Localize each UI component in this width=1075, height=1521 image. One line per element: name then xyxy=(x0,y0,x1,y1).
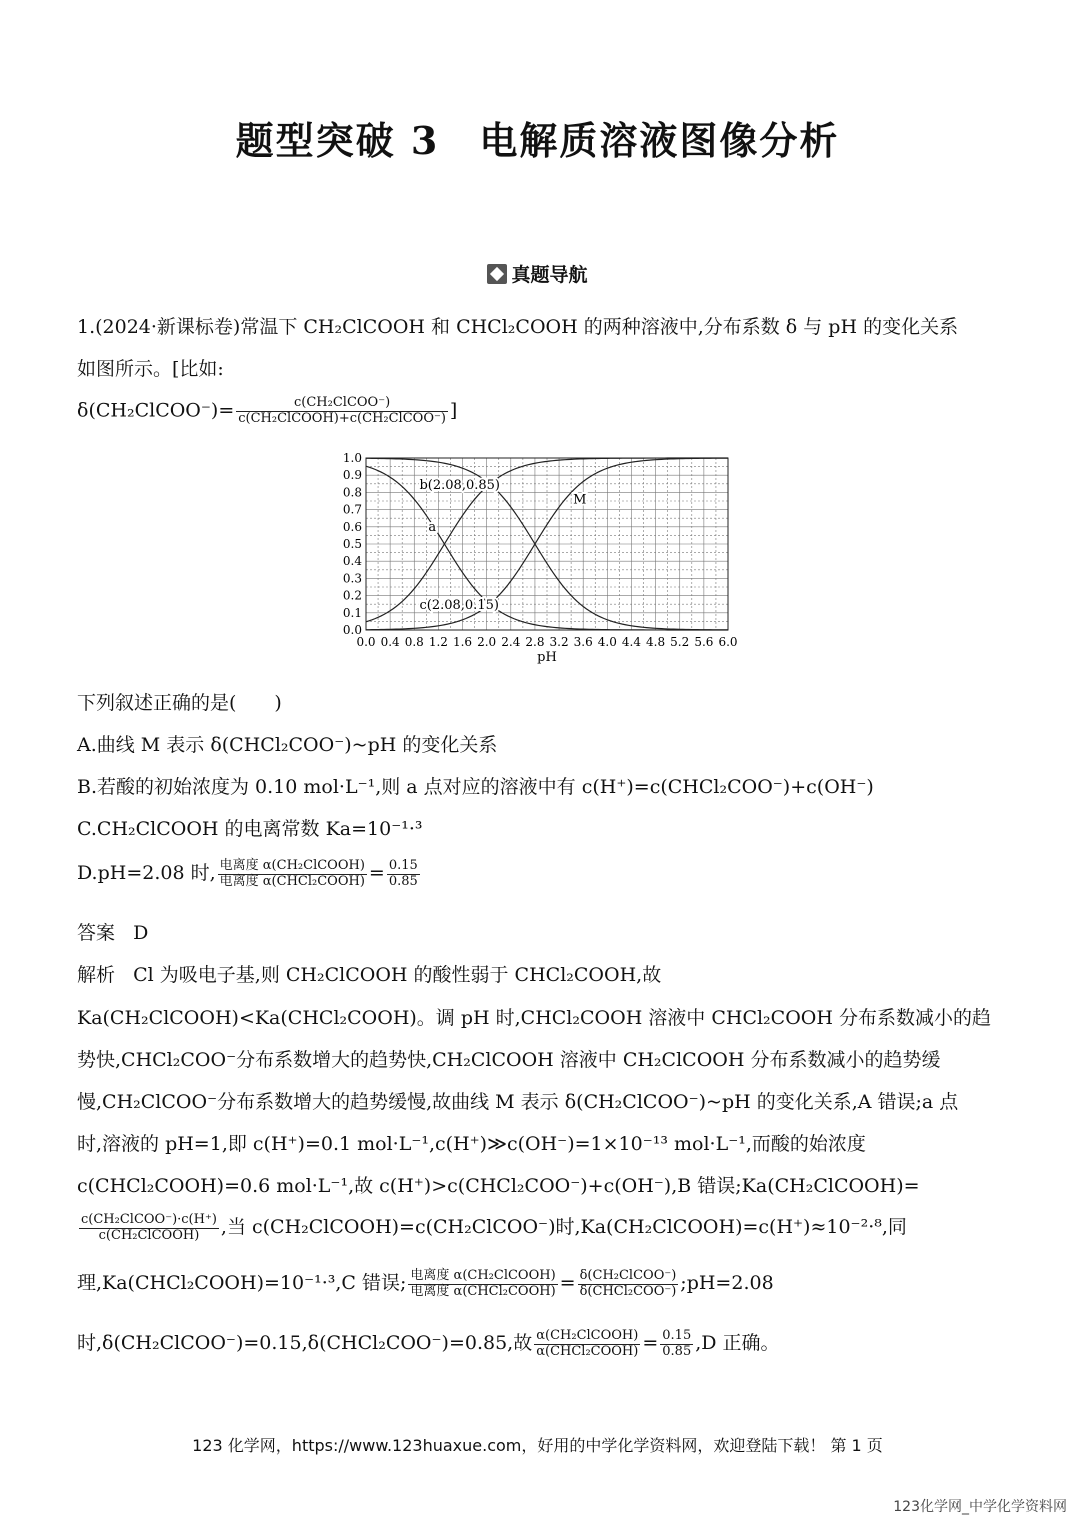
x-tick-label: 1.6 xyxy=(452,635,473,649)
section-heading xyxy=(0,260,1075,287)
y-tick-label: 0.3 xyxy=(342,571,362,586)
y-tick-label: 0.9 xyxy=(342,468,362,483)
option-c: C.CH₂ClCOOH 的电离常数 Ka=10⁻¹·³ xyxy=(77,818,423,840)
y-tick-label: 0.1 xyxy=(342,605,362,620)
analysis-line-7 xyxy=(77,1212,907,1243)
question-line-2: 如图所示。[比如: xyxy=(77,358,224,380)
fraction-denominator: 0.85 xyxy=(388,873,418,889)
analysis-line-3: 势快,CHCl₂COO⁻分布系数增大的趋势快,CH₂ClCOOH 溶液中 CH₂ClCOOH 分布系数减小的趋势缓 xyxy=(77,1049,941,1071)
fraction-denominator: 电离度 α(CHCl₂COOH) xyxy=(410,1283,556,1299)
fraction-numerator: α(CH₂ClCOOH) xyxy=(536,1327,639,1343)
analysis-line-1 xyxy=(77,960,661,987)
analysis-text: 理,Ka(CHCl₂COOH)=10⁻¹·³,C 错误; xyxy=(77,1272,407,1294)
y-tick-label: 0.6 xyxy=(342,519,362,534)
annotation-label: c(2.08,0.15) xyxy=(419,598,499,614)
x-tick-label: 4.8 xyxy=(646,635,666,649)
option-a: A.曲线 M 表示 δ(CHCl₂COO⁻)~pH 的变化关系 xyxy=(77,734,498,756)
delta-lhs: δ(CH₂ClCOO⁻)= xyxy=(77,399,235,422)
fraction-denominator: 电离度 α(CHCl₂COOH) xyxy=(219,873,365,889)
y-tick-label: 0.2 xyxy=(342,588,362,603)
fraction-numerator: 电离度 α(CH₂ClCOOH) xyxy=(219,857,365,873)
x-tick-label: 3.6 xyxy=(573,635,593,649)
delta-denominator: c(CH₂ClCOOH)+c(CH₂ClCOO⁻) xyxy=(238,410,446,426)
value-fraction xyxy=(660,1329,693,1360)
option-d-fraction-1 xyxy=(218,859,367,890)
fraction-denominator: 0.85 xyxy=(662,1343,692,1359)
fraction-numerator: 0.15 xyxy=(662,1327,692,1343)
y-tick-label: 0.5 xyxy=(342,537,362,551)
analysis-line-8 xyxy=(77,1268,774,1299)
analysis-line-9 xyxy=(77,1328,780,1359)
delta-close: ] xyxy=(449,399,458,422)
diamond-icon xyxy=(487,264,507,284)
answer-label: 答案 xyxy=(77,922,116,944)
analysis-text: Cl 为吸电子基,则 CH₂ClCOOH 的酸性弱于 CHCl₂COOH,故 xyxy=(133,964,662,986)
y-tick-label: 0.7 xyxy=(342,502,362,517)
option-b: B.若酸的初始浓度为 0.10 mol·L⁻¹,则 a 点对应的溶液中有 c(H⁺)=c(CHCl₂COO⁻)+c(OH⁻) xyxy=(77,776,874,798)
option-d xyxy=(77,858,422,889)
analysis-label: 解析 xyxy=(77,964,116,986)
delta-fraction xyxy=(236,396,448,427)
x-tick-label: 4.0 xyxy=(597,635,617,649)
alpha-fraction-1 xyxy=(408,1269,557,1300)
annotation-label: a xyxy=(428,519,437,535)
delta-definition xyxy=(77,396,457,427)
fraction-numerator: 0.15 xyxy=(388,857,418,873)
fraction-numerator: c(CH₂ClCOO⁻)·c(H⁺) xyxy=(81,1211,217,1227)
delta-ratio-fraction xyxy=(578,1269,679,1300)
question-prompt: 下列叙述正确的是( ) xyxy=(77,692,282,714)
option-d-prefix: D.pH=2.08 时, xyxy=(77,862,216,884)
delta-numerator: c(CH₂ClCOO⁻) xyxy=(236,396,448,412)
fraction-numerator: 电离度 α(CH₂ClCOOH) xyxy=(410,1267,556,1283)
x-tick-label: 0.0 xyxy=(356,635,376,649)
fraction-denominator: δ(CHCl₂COO⁻) xyxy=(579,1283,677,1299)
fraction-denominator: α(CHCl₂COOH) xyxy=(536,1343,639,1359)
equals-sign: = xyxy=(559,1272,576,1294)
option-d-fraction-2 xyxy=(387,859,420,890)
answer-value: D xyxy=(133,922,149,944)
y-tick-label: 1.0 xyxy=(342,451,362,465)
x-tick-label: 0.4 xyxy=(380,635,400,649)
analysis-text: ;pH=2.08 xyxy=(680,1272,774,1294)
watermark-text: 123化学网_中学化学资料网 xyxy=(893,1499,1067,1515)
analysis-line-6: c(CHCl₂COOH)=0.6 mol·L⁻¹,故 c(H⁺)>c(CHCl₂COO⁻)+c(OH⁻),B 错误;Ka(CH₂ClCOOH)= xyxy=(77,1175,920,1197)
analysis-text: ,当 c(CH₂ClCOOH)=c(CH₂ClCOO⁻)时,Ka(CH₂ClCOOH)=c(H⁺)≈10⁻²·⁸,同 xyxy=(220,1216,907,1238)
page-footer: 123 化学网，https://www.123huaxue.com，好用的中学化学资料网，欢迎登陆下载！ 第 1 页 xyxy=(192,1436,883,1455)
equals-sign: = xyxy=(368,862,385,884)
analysis-line-5: 时,溶液的 pH=1,即 c(H⁺)=0.1 mol·L⁻¹,c(H⁺)≫c(OH⁻)=1×10⁻¹³ mol·L⁻¹,而酸的始浓度 xyxy=(77,1133,866,1155)
x-tick-label: 4.4 xyxy=(621,635,642,649)
annotation-label: b(2.08,0.85) xyxy=(419,477,500,493)
x-tick-label: 5.2 xyxy=(670,635,690,649)
analysis-line-2: Ka(CH₂ClCOOH)<Ka(CHCl₂COOH)。调 pH 时,CHCl₂COOH 溶液中 CHCl₂COOH 分布系数减小的趋 xyxy=(77,1007,991,1029)
section-label: 真题导航 xyxy=(511,264,588,286)
x-tick-label: 3.2 xyxy=(549,635,569,649)
analysis-line-4: 慢,CH₂ClCOO⁻分布系数增大的趋势缓慢,故曲线 M 表示 δ(CH₂ClCOO⁻)~pH 的变化关系,A 错误;a 点 xyxy=(77,1091,959,1113)
fraction-denominator: c(CH₂ClCOOH) xyxy=(98,1227,200,1243)
x-tick-label: 2.4 xyxy=(501,635,521,649)
annotation-label: M xyxy=(573,492,587,508)
fraction-numerator: δ(CH₂ClCOO⁻) xyxy=(579,1267,677,1283)
x-tick-label: 1.2 xyxy=(428,635,448,649)
x-tick-label: 5.6 xyxy=(694,635,714,649)
equals-sign: = xyxy=(642,1332,659,1354)
x-tick-label: 2.0 xyxy=(477,635,497,649)
x-tick-label: 6.0 xyxy=(718,635,738,649)
x-tick-label: 2.8 xyxy=(525,635,545,649)
page-title: 题型突破 3 电解质溶液图像分析 xyxy=(235,118,840,163)
y-tick-label: 0.0 xyxy=(342,623,362,637)
y-tick-label: 0.8 xyxy=(342,485,362,500)
x-tick-label: 0.8 xyxy=(404,635,424,649)
analysis-text: ,D 正确。 xyxy=(695,1332,780,1354)
answer-line xyxy=(77,918,148,945)
x-axis-label: pH xyxy=(537,650,557,665)
alpha-fraction-2 xyxy=(534,1329,640,1360)
question-line-1: 1.(2024·新课标卷)常温下 CH₂ClCOOH 和 CHCl₂COOH 的两种溶液中,分布系数 δ 与 pH 的变化关系 xyxy=(77,316,959,338)
y-tick-label: 0.4 xyxy=(342,554,362,569)
analysis-text: 时,δ(CH₂ClCOO⁻)=0.15,δ(CHCl₂COO⁻)=0.85,故 xyxy=(77,1332,533,1354)
distribution-chart xyxy=(320,448,750,670)
ka-fraction xyxy=(79,1213,219,1244)
